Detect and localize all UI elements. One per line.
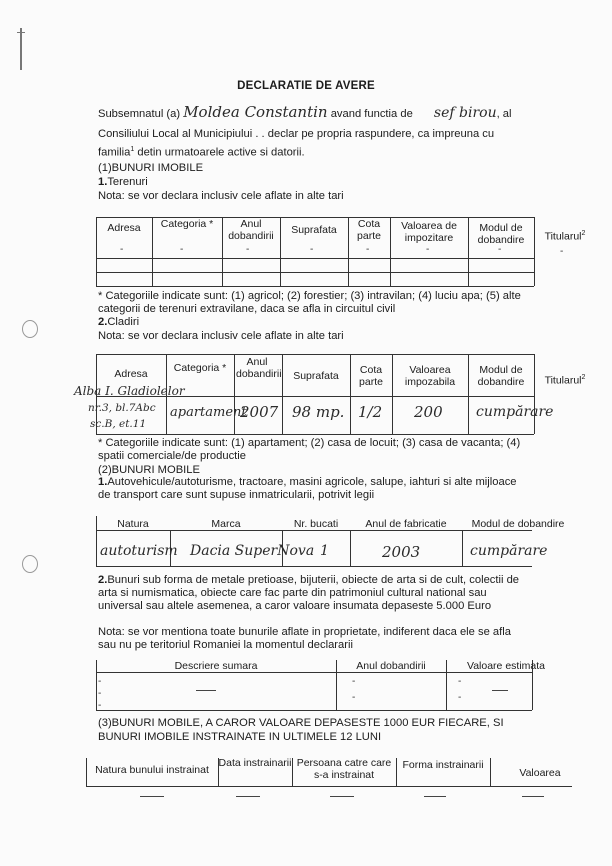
- intro-text: , al: [496, 108, 512, 120]
- table-border: [96, 566, 532, 567]
- table-border: [96, 672, 532, 673]
- empty-cell-dash: -: [352, 676, 356, 687]
- footnote-mark: 2: [581, 374, 586, 381]
- table-border: [282, 354, 283, 434]
- cell-anul: 2007: [240, 403, 279, 421]
- col-header-titularul: [536, 372, 594, 387]
- col-header-natura: Natura: [117, 518, 149, 530]
- subsection-label: Bunuri sub forma de metale pretioase, bijuterii, obiecte de arta si de cult, colectii de arta si numismatica, obiecte care fac parte din patrimoniul cultural national sau universal sau altele asemenea, a caror valoare insumata depaseste 5.000 Euro: [98, 574, 520, 612]
- table-border: [534, 354, 535, 434]
- empty-cell-dash: -: [98, 688, 102, 699]
- subsection-label: Cladiri: [107, 316, 140, 328]
- table-border: [96, 530, 532, 531]
- empty-cell-dash: -: [246, 244, 250, 255]
- section-note: Nota: se vor mentiona toate bunurile aflate in proprietate, indiferent daca ele se afla sau nu pe teritoriul Romaniei la momentul declararii: [98, 626, 511, 651]
- col-header-anul-fabricatie: Anul de fabricatie: [365, 518, 447, 530]
- footnote-mark: 2: [581, 230, 586, 237]
- handwritten-stroke: [140, 796, 164, 797]
- col-header-valoare-estimata: Valoare estimata: [466, 660, 545, 672]
- col-header-adresa: Adresa: [107, 222, 141, 234]
- intro-text: detin urmatoarele active si datorii.: [134, 146, 305, 159]
- col-header-categoria: Categoria *: [173, 362, 227, 374]
- handwritten-stroke: [424, 796, 446, 797]
- col-header-anul: Anul dobandirii: [236, 356, 282, 380]
- empty-cell-dash: -: [366, 244, 370, 255]
- col-header-suprafata: Suprafata: [291, 224, 337, 236]
- empty-cell-dash: -: [498, 244, 502, 255]
- cell-modul-dobandire: cumpărare: [470, 543, 548, 559]
- subsection-number: 1.: [98, 476, 108, 488]
- table-border: [96, 434, 534, 435]
- handwritten-stroke: [492, 690, 508, 691]
- handwritten-stroke: [522, 796, 544, 797]
- footnote-terenuri: * Categoriile indicate sunt: (1) agricol; (2) forestier; (3) intravilan; (4) luciu apa; (5) alte categorii de terenuri extravilane, daca se afla in circuitul civil: [98, 290, 521, 315]
- page-title: DECLARATIE DE AVERE: [237, 80, 375, 92]
- titularul-label: Titularul: [544, 374, 582, 387]
- intro-text: familia: [98, 146, 131, 159]
- punch-hole-top: [22, 320, 38, 338]
- declarant-name: Moldea Constantin: [183, 103, 328, 121]
- col-header-natura-bunului: Natura bunului instrainat: [95, 764, 209, 776]
- cell-marca: Dacia SuperNova: [190, 543, 315, 559]
- section-note: Nota: se vor declara inclusiv cele aflate in alte tari: [98, 190, 344, 202]
- empty-cell-dash: -: [180, 244, 184, 255]
- declarant-function: sef birou: [433, 105, 497, 121]
- cell-valoarea: 200: [414, 403, 443, 421]
- punch-hole-bottom: [22, 555, 38, 573]
- intro-line-3: [98, 142, 528, 161]
- col-header-suprafata: Suprafata: [293, 370, 339, 382]
- section-note: Nota: se vor declara inclusiv cele aflate in alte tari: [98, 330, 344, 342]
- titularul-label: Titularul: [544, 230, 582, 243]
- cell-modul: cumpărare: [476, 404, 554, 420]
- empty-cell-dash: -: [560, 246, 564, 257]
- col-header-anul: Anul dobandirii: [228, 218, 274, 242]
- empty-cell-dash: -: [458, 676, 462, 687]
- subsection-title: [98, 574, 530, 613]
- section-heading: (1)BUNURI IMOBILE: [98, 162, 204, 174]
- col-header-valoarea: Valoarea de impozitare: [401, 220, 457, 244]
- table-border: [86, 786, 572, 787]
- cell-categoria: apartament: [170, 405, 247, 420]
- empty-cell-dash: -: [426, 244, 430, 255]
- table-border: [96, 286, 534, 287]
- subsection-number: 1.: [98, 176, 108, 188]
- col-header-cota: Cota parte: [359, 364, 383, 388]
- cell-natura: autoturism: [100, 543, 178, 559]
- subsection-number: 2.: [98, 316, 108, 328]
- col-header-adresa: Adresa: [114, 368, 148, 380]
- intro-text: Subsemnatul (a): [98, 108, 181, 120]
- col-header-valoarea: Valoarea: [519, 767, 561, 779]
- table-border: [96, 710, 532, 711]
- empty-cell-dash: -: [352, 692, 356, 703]
- table-border: [234, 354, 235, 434]
- table-border: [534, 217, 535, 286]
- intro-line-2: Consiliului Local al Municipiului . . declar pe propria raspundere, ca impreuna cu: [98, 128, 495, 140]
- cell-cota: 1/2: [358, 403, 383, 421]
- col-header-modul: Modul de dobandire: [477, 364, 525, 388]
- cell-adresa-line-3: sc.B, et.11: [90, 418, 147, 430]
- empty-cell-dash: -: [458, 692, 462, 703]
- col-header-persoana: Persoana catre care s-a instrainat: [296, 757, 392, 781]
- col-header-nr-bucati: Nr. bucati: [293, 518, 339, 530]
- empty-cell-dash: -: [120, 244, 124, 255]
- cell-nr-bucati: 1: [320, 543, 329, 559]
- handwritten-stroke: [236, 796, 260, 797]
- col-header-data-instrainarii: Data instrainarii: [218, 757, 292, 769]
- col-header-marca: Marca: [211, 518, 241, 530]
- col-header-cota: Cota parte: [357, 218, 381, 242]
- handwritten-stroke: [196, 690, 216, 691]
- margin-mark: [20, 28, 22, 70]
- margin-mark-tick: [17, 32, 25, 33]
- handwritten-stroke: [330, 796, 354, 797]
- col-header-anul-dobandirii: Anul dobandirii: [356, 660, 426, 672]
- col-header-titularul: [536, 228, 594, 243]
- section-heading: (2)BUNURI MOBILE: [98, 464, 200, 476]
- section-heading: (3)BUNURI MOBILE, A CAROR VALOARE DEPASESTE 1000 EUR FIECARE, SI BUNURI IMOBILE INSTRAINATE IN ULTIMELE 12 LUNI: [98, 717, 504, 743]
- col-header-categoria: Categoria *: [160, 218, 214, 230]
- intro-line-1: [98, 104, 528, 122]
- table-border: [462, 530, 463, 566]
- col-header-descriere: Descriere sumara: [174, 660, 258, 672]
- footnote-mark: 1: [130, 146, 135, 153]
- col-header-forma: Forma instrainarii: [402, 759, 484, 771]
- table-border: [350, 530, 351, 566]
- cell-anul-fabricatie: 2003: [382, 543, 421, 561]
- col-header-valoarea: Valoarea impozabila: [404, 364, 456, 388]
- empty-cell-dash: -: [310, 244, 314, 255]
- col-header-modul-dobandire: Modul de dobandire: [471, 518, 565, 530]
- cell-adresa-line-2: nr.3, bl.7Abc: [88, 402, 156, 414]
- cell-suprafata: 98 mp.: [292, 403, 345, 421]
- col-header-modul: Modul de dobandire: [477, 222, 525, 246]
- empty-cell-dash: -: [98, 700, 102, 711]
- subsection-number: 2.: [98, 574, 108, 586]
- subsection-label: Autovehicule/autoturisme, tractoare, masini agricole, salupe, iahturi si alte mijloace de transport care sunt supuse inmatricularii, potrivit legii: [98, 476, 517, 501]
- intro-text: avand functia de: [330, 108, 413, 120]
- cell-adresa-line-1: Alba I. Gladiolelor: [74, 384, 185, 398]
- footnote-cladiri: * Categoriile indicate sunt: (1) apartament; (2) casa de locuit; (3) casa de vacanta; (4) spatii comerciale/de productie: [98, 437, 521, 462]
- subsection-label: Terenuri: [107, 176, 148, 188]
- subsection-title: [98, 476, 530, 502]
- empty-cell-dash: -: [98, 676, 102, 687]
